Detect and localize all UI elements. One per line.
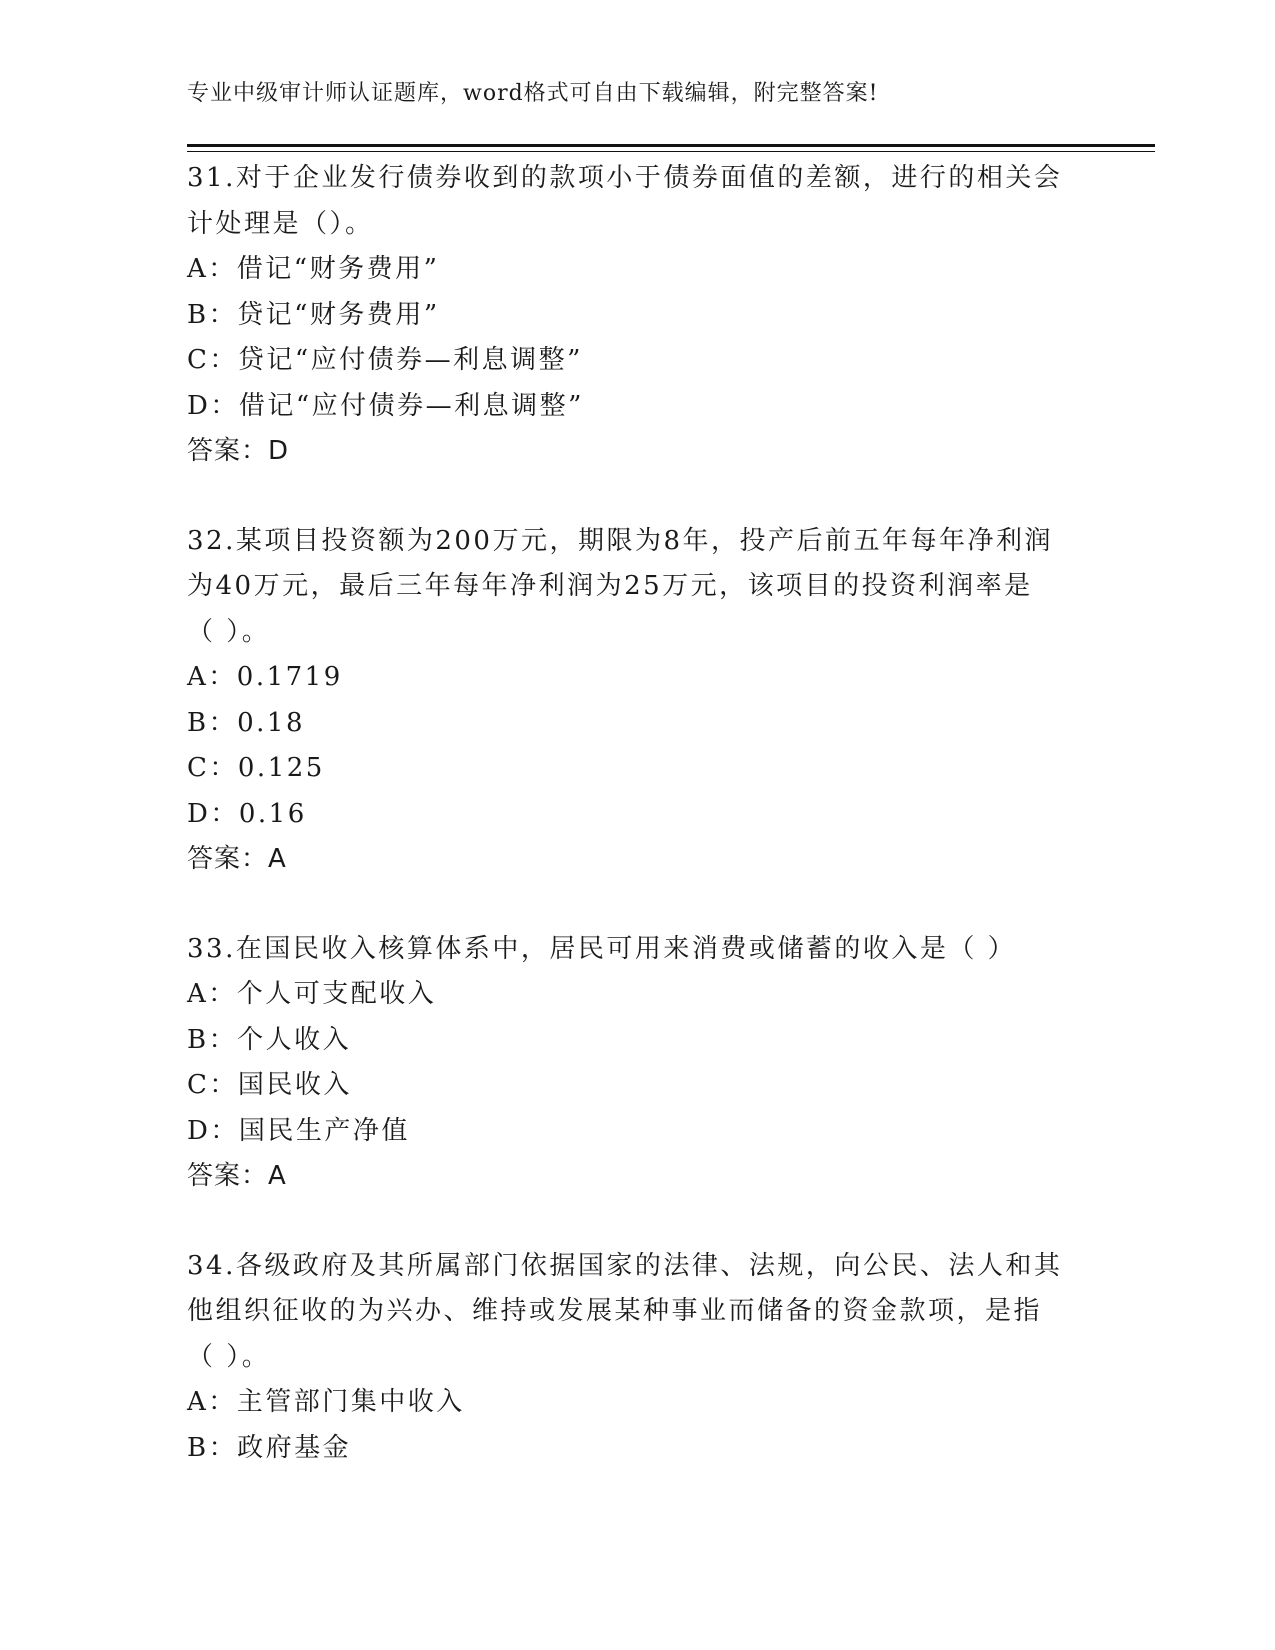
- option-b: B：贷记“财务费用”: [187, 299, 440, 330]
- option-a: A：借记“财务费用”: [187, 254, 440, 284]
- question-stem: （ ）。: [187, 616, 271, 647]
- question-34: [187, 1244, 1087, 1472]
- option-a: A：主管部门集中收入: [187, 1387, 465, 1417]
- question-31: [187, 156, 1087, 475]
- page-header: 专业中级审计师认证题库，word格式可自由下载编辑，附完整答案!: [187, 81, 879, 106]
- option-b: B：个人收入: [187, 1024, 352, 1055]
- question-stem: 34.各级政府及其所属部门依据国家的法律、法规，向公民、法人和其: [187, 1250, 1063, 1281]
- question-stem: 32.某项目投资额为200万元，期限为8年，投产后前五年每年净利润: [187, 525, 1054, 556]
- answer-text: 答案：A: [187, 1161, 287, 1191]
- question-stem: （ ）。: [187, 1341, 271, 1372]
- question-32: [187, 519, 1087, 883]
- option-c: C：贷记“应付债券—利息调整”: [187, 345, 583, 375]
- option-d: D：国民生产净值: [187, 1115, 410, 1146]
- question-stem: 为40万元，最后三年每年净利润为25万元，该项目的投资利润率是: [187, 571, 1033, 601]
- answer-text: 答案：D: [187, 436, 290, 466]
- option-b: B：0.18: [187, 707, 305, 738]
- option-a: A：0.1719: [187, 662, 343, 692]
- question-33: [187, 927, 1087, 1200]
- question-list: [187, 156, 1087, 1471]
- option-a: A：个人可支配收入: [187, 979, 437, 1009]
- option-d: D：借记“应付债券—利息调整”: [187, 390, 584, 421]
- option-c: C：国民收入: [187, 1070, 352, 1100]
- header-rule-thin: [187, 151, 1155, 152]
- question-stem: 31.对于企业发行债券收到的款项小于债券面值的差额，进行的相关会: [187, 163, 1063, 193]
- header-rule-thick: [187, 144, 1155, 147]
- question-stem: 他组织征收的为兴办、维持或发展某种事业而储备的资金款项，是指: [187, 1296, 1043, 1326]
- question-stem: 33.在国民收入核算体系中，居民可用来消费或储蓄的收入是（ ）: [187, 933, 1017, 964]
- option-b: B：政府基金: [187, 1432, 352, 1463]
- option-d: D：0.16: [187, 798, 307, 829]
- answer-text: 答案：A: [187, 844, 287, 874]
- question-stem: 计处理是（）。: [187, 208, 374, 239]
- option-c: C：0.125: [187, 753, 325, 783]
